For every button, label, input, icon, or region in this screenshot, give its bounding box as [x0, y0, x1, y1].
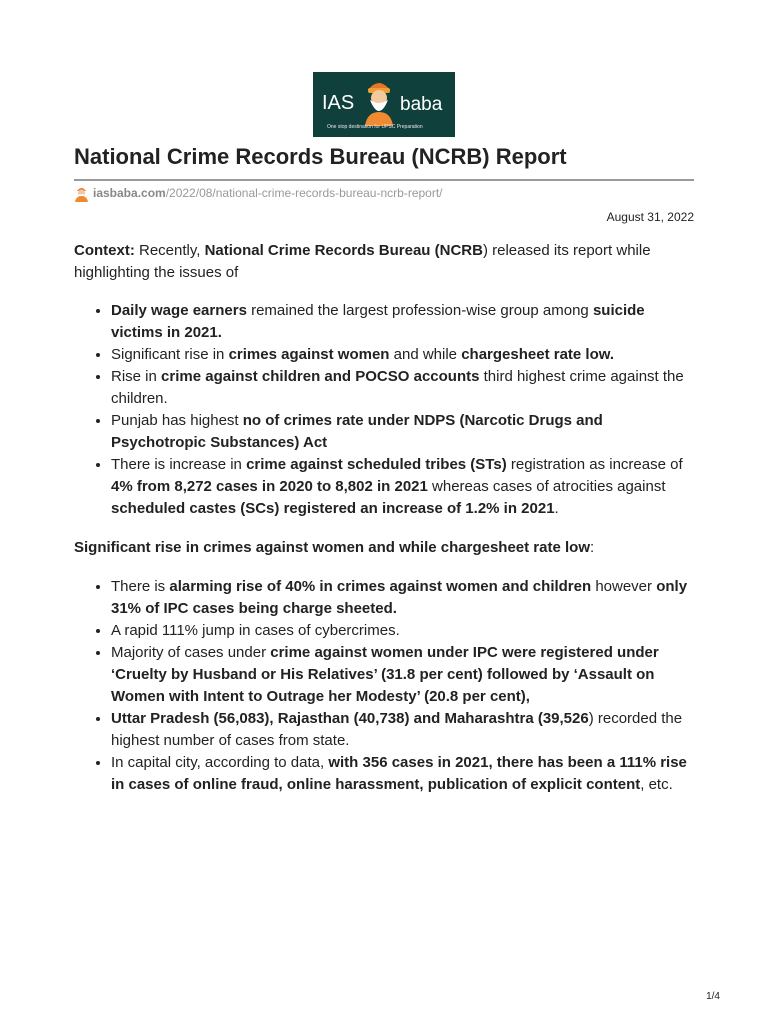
text-span: There is: [111, 578, 170, 595]
text-span: In capital city, according to data,: [111, 754, 329, 771]
bold-span: with 356 cases in 2021, there has been a 111% rise in cases of online fraud, online harassment, publication of explicit content: [111, 754, 687, 793]
context-paragraph: [74, 240, 696, 284]
bold-span: Uttar Pradesh (56,083), Rajasthan (40,738) and Maharashtra (39,526: [111, 710, 589, 727]
title-divider: [74, 179, 694, 181]
bold-span: suicide victims in 2021.: [111, 302, 645, 341]
text-span: Recently,: [134, 242, 205, 259]
list-item: [111, 410, 696, 454]
text-span: ) recorded the highest number of cases from state.: [111, 710, 683, 749]
baba-favicon-icon: [74, 185, 89, 202]
text-span: A rapid 111% jump in cases of cybercrimes.: [111, 622, 400, 639]
bold-span: no of crimes rate under NDPS (Narcotic Drugs and Psychotropic Substances) Act: [111, 412, 603, 451]
bold-span: Significant rise in crimes against women and while chargesheet rate low: [74, 539, 590, 556]
text-span: however: [591, 578, 657, 595]
bold-span: chargesheet rate low.: [461, 346, 615, 363]
source-url[interactable]: [74, 184, 443, 202]
list-item: [111, 576, 696, 620]
bold-span: 4% from 8,272 cases in 2020 to 8,802 in 2021: [111, 478, 428, 495]
section-heading: [74, 537, 696, 559]
iasbaba-logo: [313, 72, 455, 137]
logo-tagline: One stop destination for UPSC Preparation: [327, 124, 423, 130]
text-span: Significant rise in: [111, 346, 229, 363]
source-url-domain[interactable]: iasbaba.com: [93, 186, 166, 200]
text-span: ) released its report while highlighting the issues of: [74, 242, 651, 281]
bold-span: Daily wage earners: [111, 302, 247, 319]
bold-span: crime against women under IPC were registered under ‘Cruelty by Husband or His Relatives’ (31.8 per cent) followed by ‘Assault on Women with Intent to Outrage her Modesty’ (20.8 per cent),: [111, 644, 659, 705]
baba-mascot-icon: [359, 76, 399, 126]
text-span: Majority of cases under: [111, 644, 271, 661]
list-item: [111, 642, 696, 708]
bold-span: National Crime Records Bureau (NCRB: [204, 242, 483, 259]
bold-span: crimes against women: [228, 346, 390, 363]
text-span: Punjab has highest: [111, 412, 243, 429]
list-item: [111, 344, 696, 366]
text-span: third highest crime against the children.: [111, 368, 684, 407]
list-item: [111, 300, 696, 344]
logo-ias-text: IAS: [322, 92, 355, 114]
list-item: [111, 366, 696, 410]
text-span: whereas cases of atrocities against: [427, 478, 666, 495]
list-item: [111, 454, 696, 520]
bold-span: alarming rise of 40% in crimes against women and children: [169, 578, 592, 595]
list-item: [111, 620, 696, 642]
issues-list: [74, 300, 696, 520]
bold-span: crime against children and POCSO accounts: [161, 368, 480, 385]
text-span: Rise in: [111, 368, 162, 385]
bold-span: crime against scheduled tribes (STs): [246, 456, 507, 473]
text-span: There is increase in: [111, 456, 247, 473]
context-label: Context:: [74, 242, 135, 259]
article-body: [74, 240, 696, 796]
text-span: :: [589, 539, 595, 556]
page-title: National Crime Records Bureau (NCRB) Report: [74, 144, 567, 169]
bold-span: scheduled castes (SCs) registered an increase of 1.2% in 2021: [111, 500, 555, 517]
list-item: [111, 752, 696, 796]
page-number: 1/4: [706, 991, 720, 1002]
text-span: registration as increase of: [506, 456, 683, 473]
women-crime-list: [74, 576, 696, 796]
text-span: , etc.: [640, 776, 673, 793]
bold-span: only 31% of IPC cases being charge sheeted.: [111, 578, 688, 617]
source-url-path[interactable]: /2022/08/national-crime-records-bureau-ncrb-report/: [165, 186, 443, 200]
text-span: and while: [389, 346, 462, 363]
logo-baba-text: baba: [400, 94, 443, 115]
list-item: [111, 708, 696, 752]
text-span: remained the largest profession-wise group among: [246, 302, 593, 319]
text-span: .: [554, 500, 559, 517]
publish-date: August 31, 2022: [606, 210, 694, 224]
